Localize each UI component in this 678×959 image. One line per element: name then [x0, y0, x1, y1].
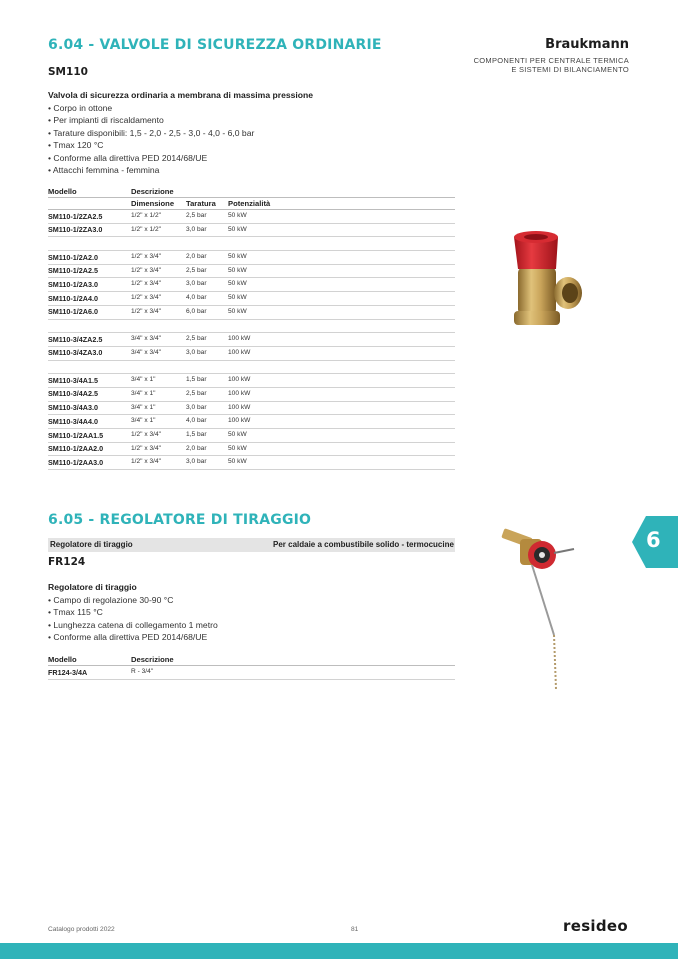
table-row: [48, 292, 455, 306]
cell-dimensione: 1/2" x 3/4": [131, 307, 161, 315]
description-heading: Valvola di sicurezza ordinaria a membrana di massima pressione: [48, 90, 314, 100]
cell-potenzialita: 100 kW: [228, 417, 251, 425]
cell-dimensione: 1/2" x 3/4": [131, 266, 161, 274]
cell-modello: SM110-3/4A2.5: [48, 389, 98, 399]
table-row: [48, 666, 455, 680]
cell-taratura: 3,0 bar: [186, 280, 207, 288]
col-header-descrizione: Descrizione: [131, 187, 174, 196]
cell-dimensione: 3/4" x 3/4": [131, 348, 161, 356]
table-row: [48, 265, 455, 279]
cell-potenzialita: 50 kW: [228, 225, 247, 233]
bullet-item: • Per impianti di riscaldamento: [48, 115, 164, 125]
table-row: [48, 224, 455, 238]
cell-modello: SM110-1/2AA2.0: [48, 444, 104, 454]
band-label-left: Regolatore di tiraggio: [50, 540, 133, 549]
footer-catalog-label: Catalogo prodotti 2022: [48, 926, 115, 933]
section-title-regolatore: 6.05 - REGOLATORE DI TIRAGGIO: [48, 512, 312, 528]
col-header-descrizione: Descrizione: [131, 655, 174, 664]
brand-subtitle-line-1: COMPONENTI PER CENTRALE TERMICA: [473, 56, 629, 65]
cell-potenzialita: 50 kW: [228, 294, 247, 302]
model-code-sm110: SM110: [48, 66, 88, 78]
safety-valve-image: [500, 225, 590, 330]
table-row: [48, 443, 455, 457]
table-row: [48, 415, 455, 429]
cell-taratura: 3,0 bar: [186, 403, 207, 411]
bullet-item: • Campo di regolazione 30-90 °C: [48, 594, 174, 605]
bullet-item: • Conforme alla direttiva PED 2014/68/UE: [48, 152, 208, 163]
cell-potenzialita: 50 kW: [228, 431, 247, 438]
bullet-item: • Corpo in ottone: [48, 102, 113, 113]
brand-name: Braukmann: [545, 37, 629, 52]
footer-page-number: 81: [351, 926, 359, 933]
cell-modello: SM110-1/2AA3.0: [48, 457, 104, 467]
cell-potenzialita: 100 kW: [228, 335, 251, 343]
cell-modello: SM110-1/2A3.0: [48, 279, 98, 289]
col-header-dimensione: Dimensione: [131, 199, 175, 208]
cell-taratura: 2,5 bar: [186, 335, 207, 343]
bullet-item: • Tmax 115 °C: [48, 607, 103, 617]
cell-modello: SM110-1/2A6.0: [48, 307, 98, 317]
cell-descrizione: R - 3/4": [131, 668, 154, 675]
col-header-modello: Modello: [48, 655, 77, 664]
description-fr124: [48, 581, 218, 644]
bullet-item: • Tmax 120 °C: [48, 140, 104, 150]
cell-taratura: 6,0 bar: [186, 307, 207, 315]
table-row: [48, 388, 455, 402]
cell-dimensione: 1/2" x 3/4": [131, 444, 161, 452]
cell-potenzialita: 50 kW: [228, 444, 247, 452]
table-header-row: [48, 186, 455, 198]
cell-dimensione: 1/2" x 1/2": [131, 225, 161, 233]
section-title-valvole: 6.04 - VALVOLE DI SICUREZZA ORDINARIE: [48, 37, 382, 53]
band-label-right: Per caldaie a combustibile solido - termocucine: [273, 540, 454, 549]
table-header-row: [48, 654, 455, 666]
table-group-separator: [48, 361, 455, 375]
cell-taratura: 2,5 bar: [186, 266, 207, 274]
cell-dimensione: 1/2" x 3/4": [131, 431, 161, 438]
bullet-item: • Lunghezza catena di collegamento 1 metro: [48, 619, 218, 630]
table-subheader-row: [48, 198, 455, 210]
cell-modello: SM110-1/2A2.0: [48, 252, 98, 262]
table-body: [48, 210, 455, 470]
description-heading: Regolatore di tiraggio: [48, 582, 137, 592]
brand-subtitle: [474, 56, 629, 74]
cell-potenzialita: 100 kW: [228, 348, 251, 356]
cell-modello: SM110-3/4A3.0: [48, 403, 98, 413]
table-group-separator: [48, 320, 455, 334]
table-row: [48, 333, 455, 347]
table-group-separator: [48, 237, 455, 251]
cell-modello: SM110-3/4ZA2.5: [48, 334, 103, 344]
cell-modello: SM110-1/2ZA3.0: [48, 225, 103, 235]
cell-taratura: 1,5 bar: [186, 376, 207, 384]
cell-taratura: 1,5 bar: [186, 431, 207, 438]
cell-modello: FR124-3/4A: [48, 667, 88, 677]
cell-potenzialita: 100 kW: [228, 403, 251, 411]
category-band: [48, 538, 455, 552]
cell-dimensione: 1/2" x 3/4": [131, 280, 161, 288]
cell-potenzialita: 100 kW: [228, 389, 251, 397]
cell-dimensione: 1/2" x 3/4": [131, 294, 161, 302]
cell-modello: SM110-3/4A1.5: [48, 375, 98, 385]
cell-dimensione: 3/4" x 1": [131, 376, 156, 384]
cell-taratura: 3,0 bar: [186, 225, 207, 233]
col-header-taratura: Taratura: [186, 199, 216, 208]
cell-potenzialita: 50 kW: [228, 212, 247, 219]
cell-modello: SM110-3/4ZA3.0: [48, 348, 103, 358]
cell-potenzialita: 50 kW: [228, 266, 247, 274]
table-row: [48, 278, 455, 292]
bullet-item: • Conforme alla direttiva PED 2014/68/UE: [48, 632, 208, 642]
cell-potenzialita: 50 kW: [228, 253, 247, 261]
cell-dimensione: 1/2" x 1/2": [131, 212, 161, 219]
table-row: [48, 429, 455, 443]
table-row: [48, 306, 455, 320]
cell-taratura: 3,0 bar: [186, 348, 207, 356]
cell-taratura: 4,0 bar: [186, 294, 207, 302]
cell-dimensione: 1/2" x 3/4": [131, 458, 161, 466]
cell-dimensione: 3/4" x 1": [131, 389, 156, 397]
bullet-item: • Attacchi femmina - femmina: [48, 165, 160, 175]
cell-modello: SM110-1/2A4.0: [48, 293, 98, 303]
cell-modello: SM110-1/2AA1.5: [48, 430, 104, 440]
cell-potenzialita: 50 kW: [228, 458, 247, 466]
cell-taratura: 2,0 bar: [186, 253, 207, 261]
bullet-item: • Tarature disponibili: 1,5 - 2,0 - 2,5 - 3,0 - 4,0 - 6,0 bar: [48, 127, 255, 138]
col-header-potenzialita: Potenzialità: [228, 199, 271, 208]
description-sm110: [48, 89, 313, 177]
cell-potenzialita: 100 kW: [228, 376, 251, 384]
cell-dimensione: 3/4" x 1": [131, 403, 156, 411]
col-header-modello: Modello: [48, 187, 77, 196]
resideo-logo: resideo: [563, 917, 628, 935]
footer-accent-bar: [0, 943, 678, 959]
cell-dimensione: 3/4" x 1": [131, 417, 156, 425]
chapter-tab-number: 6: [646, 528, 661, 552]
table-row: [48, 374, 455, 388]
product-table-sm110: [48, 186, 455, 470]
cell-taratura: 2,0 bar: [186, 444, 207, 452]
table-row: [48, 402, 455, 416]
cell-taratura: 2,5 bar: [186, 212, 207, 219]
brand-subtitle-line-2: E SISTEMI DI BILANCIAMENTO: [511, 65, 629, 74]
cell-potenzialita: 50 kW: [228, 280, 247, 288]
cell-dimensione: 3/4" x 3/4": [131, 335, 161, 343]
table-row: [48, 251, 455, 265]
cell-modello: SM110-1/2ZA2.5: [48, 211, 103, 221]
table-row: [48, 456, 455, 470]
cell-modello: SM110-1/2A2.5: [48, 266, 98, 276]
table-row: [48, 210, 455, 224]
draught-regulator-image: [492, 525, 582, 691]
cell-potenzialita: 50 kW: [228, 307, 247, 315]
cell-taratura: 4,0 bar: [186, 417, 207, 425]
cell-taratura: 3,0 bar: [186, 458, 207, 466]
cell-dimensione: 1/2" x 3/4": [131, 253, 161, 261]
table-row: [48, 347, 455, 361]
cell-taratura: 2,5 bar: [186, 389, 207, 397]
cell-modello: SM110-3/4A4.0: [48, 416, 98, 426]
model-code-fr124: FR124: [48, 556, 86, 568]
product-table-fr124: [48, 654, 455, 680]
